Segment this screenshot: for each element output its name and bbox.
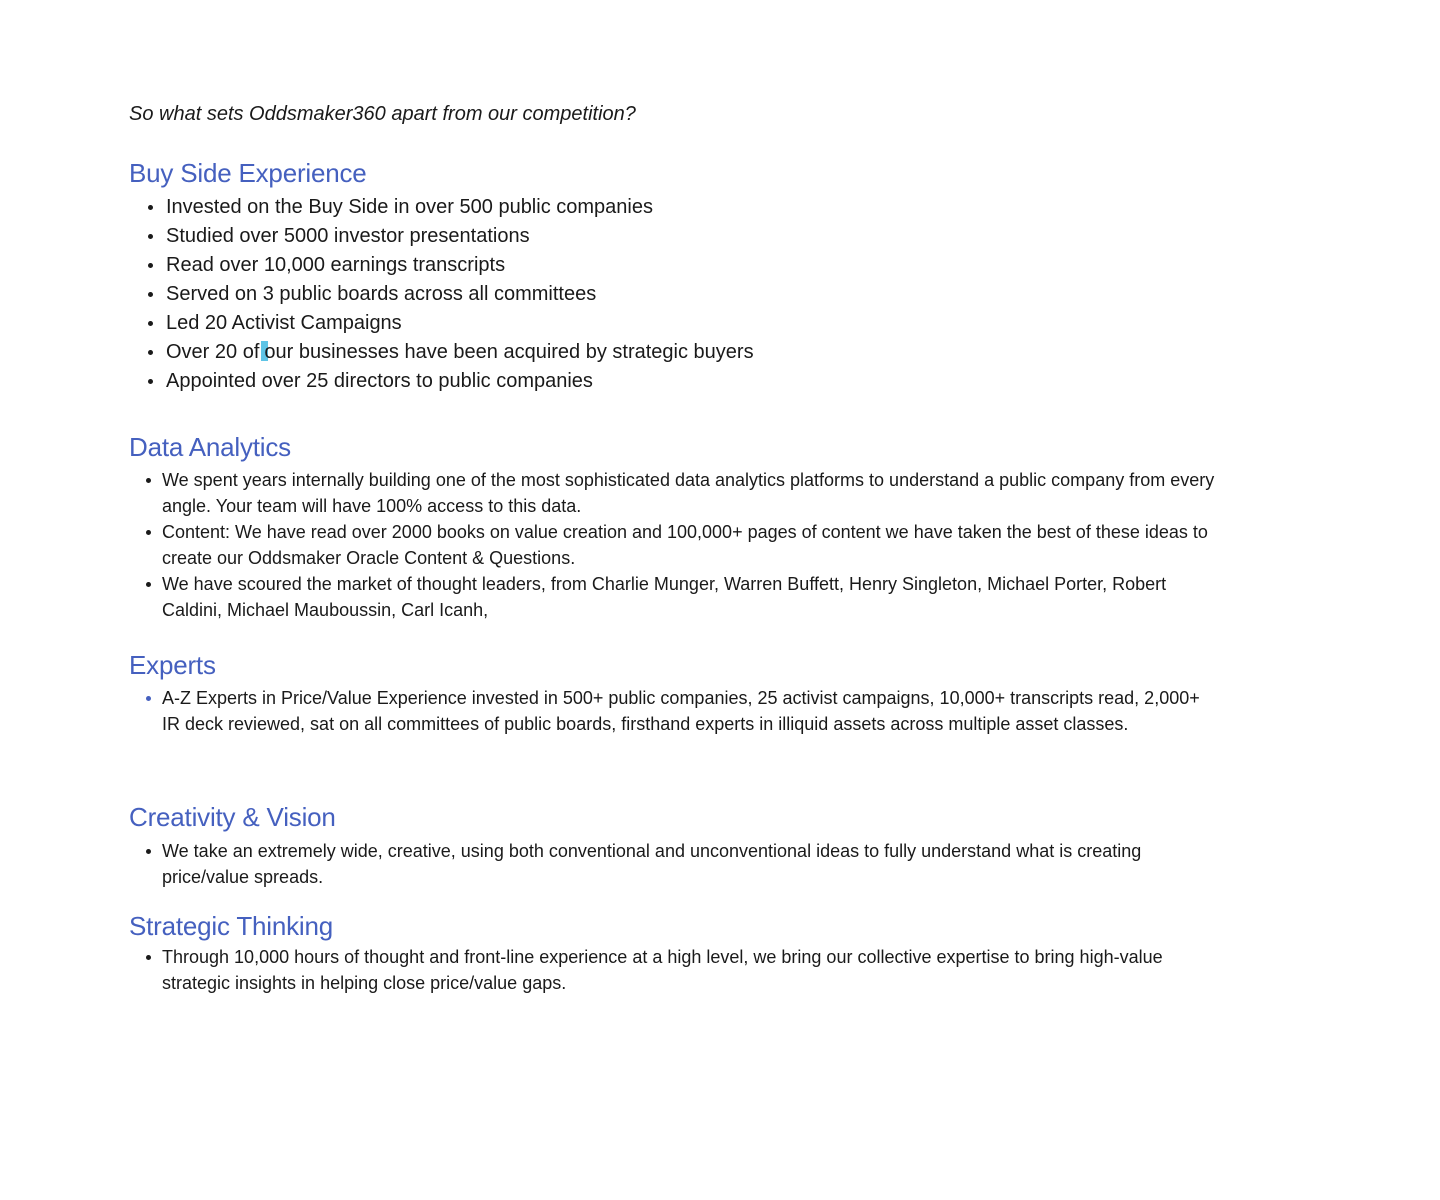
list-item: Appointed over 25 directors to public companies (129, 367, 754, 396)
heading-data-analytics: Data Analytics (129, 432, 291, 462)
intro-question: So what sets Oddsmaker360 apart from our competition? (129, 103, 636, 125)
data-analytics-list (129, 467, 1219, 623)
heading-strategic-thinking: Strategic Thinking (129, 911, 334, 941)
list-item: Served on 3 public boards across all committees (129, 280, 754, 309)
list-item: Led 20 Activist Campaigns (129, 309, 754, 338)
strategic-list (129, 944, 1219, 996)
heading-experts: Experts (129, 650, 216, 680)
list-item: We spent years internally building one of the most sophisticated data analytics platforms to understand a public company from every angle. Your team will have 100% access to this data. (129, 467, 1219, 519)
list-item: Read over 10,000 earnings transcripts (129, 251, 754, 280)
list-item: A-Z Experts in Price/Value Experience invested in 500+ public companies, 25 activist campaigns, 10,000+ transcripts read, 2,000+ IR deck reviewed, sat on all committees of public boards, firsthand experts in illiquid assets across multiple asset classes. (129, 685, 1219, 737)
list-item: Invested on the Buy Side in over 500 public companies (129, 193, 754, 222)
list-item: We have scoured the market of thought leaders, from Charlie Munger, Warren Buffett, Henry Singleton, Michael Porter, Robert Caldini, Michael Mauboussin, Carl Icanh, (129, 571, 1219, 623)
list-item: Studied over 5000 investor presentations (129, 222, 754, 251)
list-item: Content: We have read over 2000 books on value creation and 100,000+ pages of content we have taken the best of these ideas to create our Oddsmaker Oracle Content & Questions. (129, 519, 1219, 571)
heading-buy-side-experience: Buy Side Experience (129, 158, 367, 188)
list-item: Over 20 of our businesses have been acquired by strategic buyers (129, 338, 754, 367)
experts-list (129, 685, 1219, 737)
heading-creativity-vision: Creativity & Vision (129, 802, 336, 832)
list-item: Through 10,000 hours of thought and front-line experience at a high level, we bring our collective expertise to bring high-value strategic insights in helping close price/value gaps. (129, 944, 1219, 996)
creativity-list (129, 838, 1219, 890)
list-item: We take an extremely wide, creative, using both conventional and unconventional ideas to fully understand what is creating price/value spreads. (129, 838, 1219, 890)
buy-side-list (129, 193, 754, 396)
